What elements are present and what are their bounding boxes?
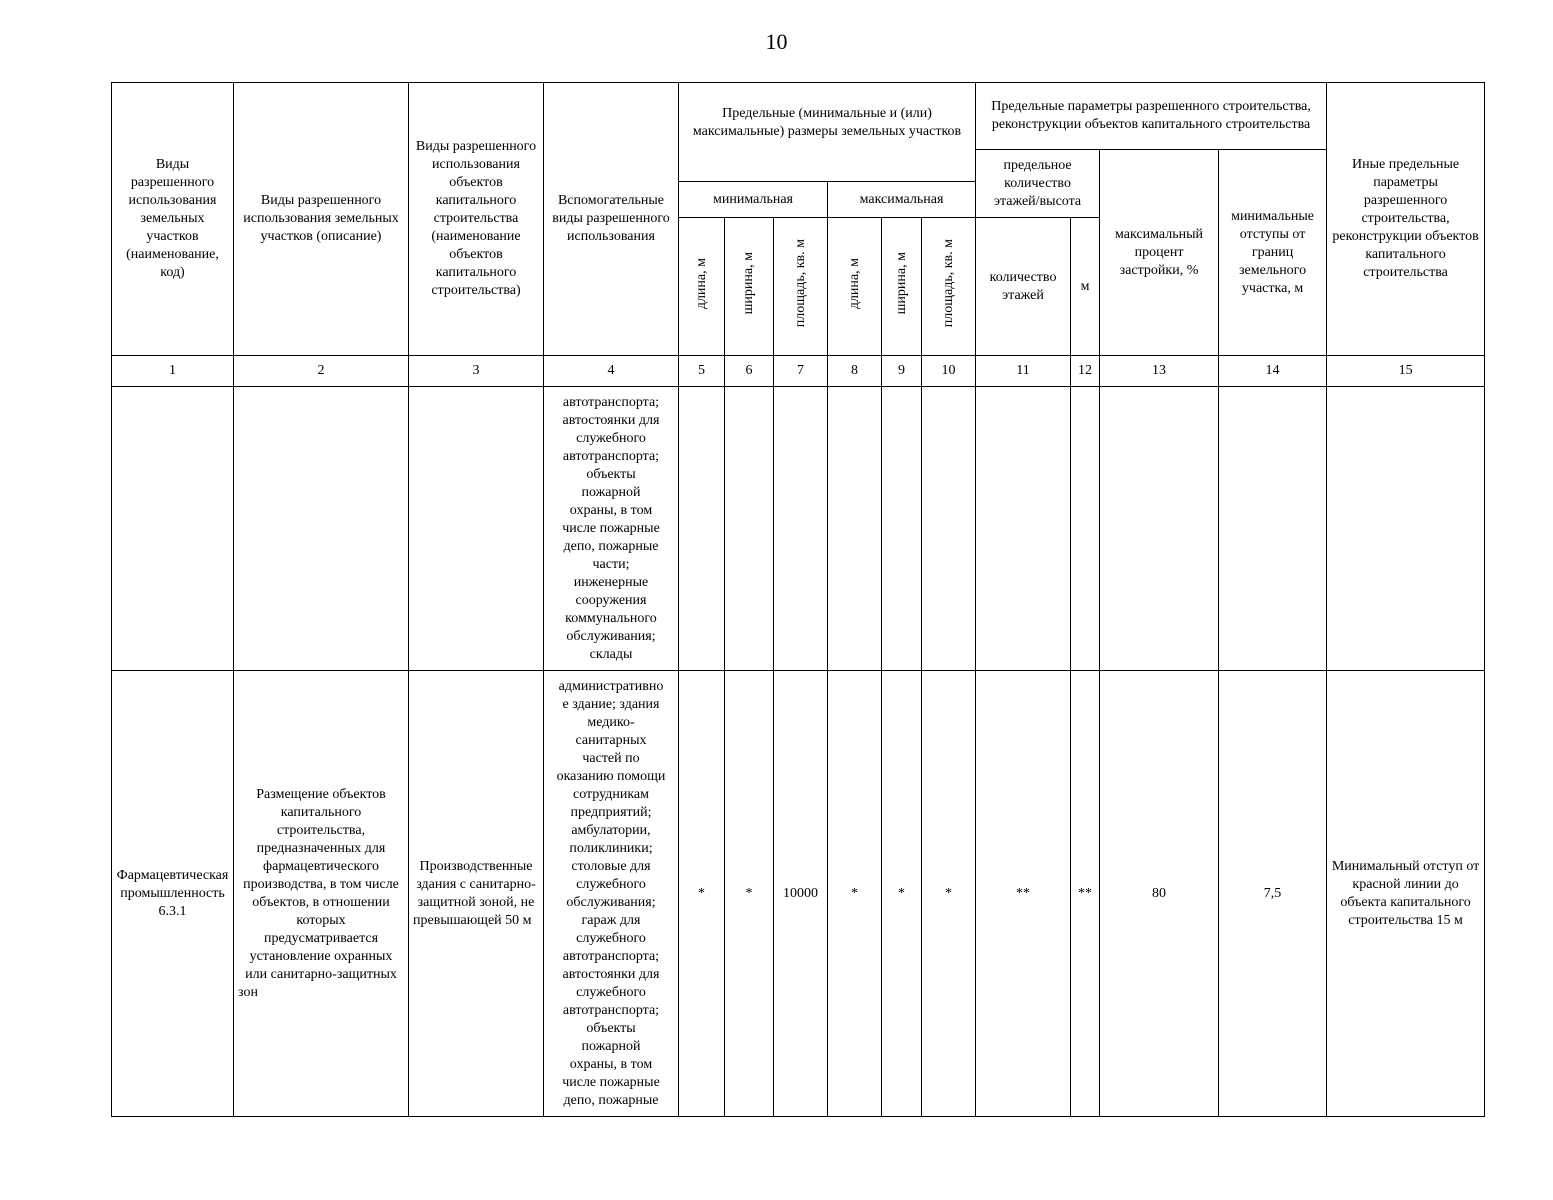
header-cell: минимальные отступы от границ земельного участка, м xyxy=(1219,150,1327,356)
max-length-cell: * xyxy=(828,671,882,1117)
max-width-cell xyxy=(882,387,922,671)
use-type-description-cell: Размещение объектов капитального строительства, предназначенных для фармацевтического производства, в том числе объектов, в отношении которых предусматривается установление охранных или санитарно-защитных зон xyxy=(234,671,409,1117)
min-length-cell xyxy=(679,387,725,671)
header-cell: Вспомогательные виды разрешенного использования xyxy=(544,83,679,356)
column-number: 7 xyxy=(774,356,828,387)
use-type-name-cell: Фармацевтическая промышленность 6.3.1 xyxy=(112,671,234,1117)
auxiliary-uses-cell: автотранспорта; автостоянки для служебного автотранспорта; объекты пожарной охраны, в том числе пожарные депо, пожарные части; инженерные сооружения коммунального обслуживания; склады xyxy=(544,387,679,671)
column-number: 11 xyxy=(976,356,1071,387)
min-area-cell xyxy=(774,387,828,671)
max-percent-cell: 80 xyxy=(1100,671,1219,1117)
table-row xyxy=(112,387,1485,671)
floors-count-cell: ** xyxy=(976,671,1071,1117)
min-setback-cell xyxy=(1219,387,1327,671)
min-setback-cell: 7,5 xyxy=(1219,671,1327,1117)
capital-construction-cell: Производственные здания с санитарно-защитной зоной, не превышающей 50 м xyxy=(409,671,544,1117)
min-length-cell: * xyxy=(679,671,725,1117)
header-cell-label: длина, м xyxy=(846,257,862,310)
use-type-description-cell xyxy=(234,387,409,671)
min-width-cell: * xyxy=(725,671,774,1117)
max-length-cell xyxy=(828,387,882,671)
column-number: 4 xyxy=(544,356,679,387)
header-cell: Предельные (минимальные и (или) максимальные) размеры земельных участков xyxy=(679,83,976,182)
column-number: 5 xyxy=(679,356,725,387)
header-cell-label: ширина, м xyxy=(741,252,756,315)
zoning-regulations-table xyxy=(111,82,1485,1117)
header-cell xyxy=(774,218,828,356)
other-params-cell xyxy=(1327,387,1485,671)
max-percent-cell xyxy=(1100,387,1219,671)
column-number: 8 xyxy=(828,356,882,387)
header-cell xyxy=(828,218,882,356)
header-cell: м xyxy=(1071,218,1100,356)
height-cell xyxy=(1071,387,1100,671)
column-number: 14 xyxy=(1219,356,1327,387)
table-row xyxy=(112,671,1485,1117)
header-row-1 xyxy=(112,83,1485,150)
max-area-cell xyxy=(922,387,976,671)
header-cell xyxy=(725,218,774,356)
header-cell: максимальная xyxy=(828,182,976,218)
max-width-cell: * xyxy=(882,671,922,1117)
capital-construction-cell xyxy=(409,387,544,671)
other-params-cell: Минимальный отступ от красной линии до объекта капитального строительства 15 м xyxy=(1327,671,1485,1117)
header-cell xyxy=(882,218,922,356)
header-cell-label: площадь, кв. м xyxy=(792,239,808,328)
column-number: 12 xyxy=(1071,356,1100,387)
page-number: 10 xyxy=(765,29,788,54)
use-type-name-cell xyxy=(112,387,234,671)
column-number: 10 xyxy=(922,356,976,387)
header-cell: максимальный процент застройки, % xyxy=(1100,150,1219,356)
header-cell xyxy=(922,218,976,356)
column-number: 15 xyxy=(1327,356,1485,387)
min-area-cell: 10000 xyxy=(774,671,828,1117)
column-number: 1 xyxy=(112,356,234,387)
auxiliary-uses-cell: административно е здание; здания медико- санитарных частей по оказанию помощи сотрудникам предприятий; амбулатории, поликлиники; столовые для служебного обслуживания; гараж для служебного автотранспорта; автостоянки для служебного автотранспорта; объекты пожарной охраны, в том числе пожарные депо, пожарные xyxy=(544,671,679,1117)
column-number: 6 xyxy=(725,356,774,387)
column-number: 3 xyxy=(409,356,544,387)
column-number: 9 xyxy=(882,356,922,387)
header-cell-label: площадь, кв. м xyxy=(940,239,956,328)
column-number-row xyxy=(112,356,1485,387)
min-width-cell xyxy=(725,387,774,671)
header-cell: количество этажей xyxy=(976,218,1071,356)
header-cell: Виды разрешенного использования объектов капитального строительства (наименование объектов капитального строительства) xyxy=(409,83,544,356)
floors-count-cell xyxy=(976,387,1071,671)
header-cell: Предельные параметры разрешенного строительства, реконструкции объектов капитального строительства xyxy=(976,83,1327,150)
header-cell: Виды разрешенного использования земельных участков (описание) xyxy=(234,83,409,356)
header-cell: минимальная xyxy=(679,182,828,218)
height-cell: ** xyxy=(1071,671,1100,1117)
header-cell-label: длина, м xyxy=(693,257,709,310)
header-cell: Виды разрешенного использования земельных участков (наименование, код) xyxy=(112,83,234,356)
header-cell: предельное количество этажей/высота xyxy=(976,150,1100,218)
column-number: 2 xyxy=(234,356,409,387)
header-cell: Иные предельные параметры разрешенного строительства, реконструкции объектов капитального строительства xyxy=(1327,83,1485,356)
header-cell xyxy=(679,218,725,356)
max-area-cell: * xyxy=(922,671,976,1117)
column-number: 13 xyxy=(1100,356,1219,387)
header-cell-label: ширина, м xyxy=(893,252,909,315)
